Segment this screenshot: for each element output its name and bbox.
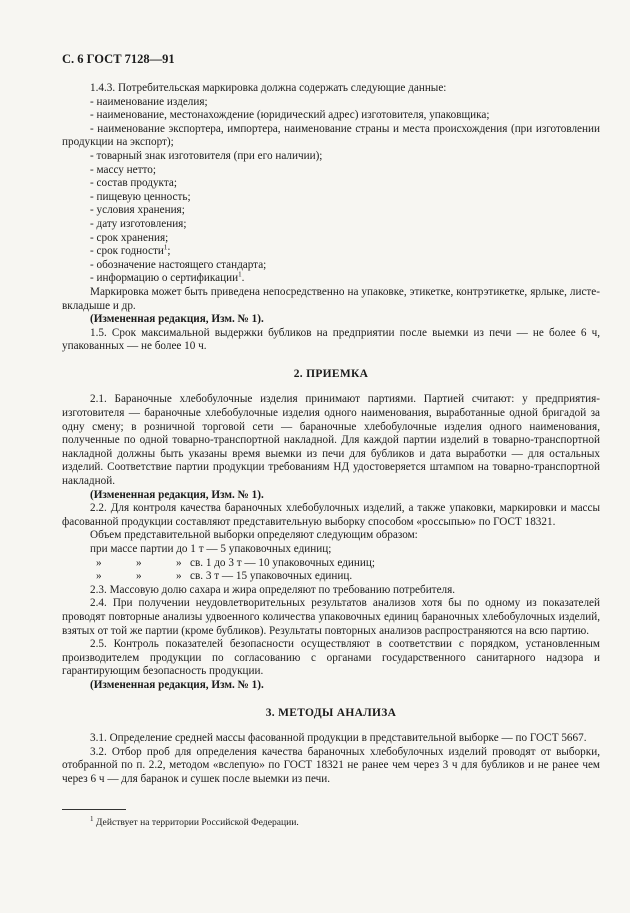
footnote-divider xyxy=(62,809,126,810)
footnote-ref: 1 xyxy=(163,243,168,252)
section-2-title: 2. ПРИЕМКА xyxy=(293,367,369,380)
clause-2-3: 2.3. Массовую долю сахара и жира определяют по требованию потребителя. xyxy=(90,583,456,596)
rule-text: св. 3 т — 15 упаковочных единиц. xyxy=(190,570,353,583)
list-item: - обозначение настоящего стандарта; xyxy=(90,258,267,271)
section-3-title: 3. МЕТОДЫ АНАЛИЗА xyxy=(265,706,397,719)
document-body xyxy=(62,82,600,787)
clause-3-2: 3.2. Отбор проб для определения качества бараночных хлебобулочных изделий проводят от выборки, отобранной по п. 2.2, методом «вслепую» по ГОСТ 18321 не ранее чем через 3 ч для бубликов и не ранее чем через 6 ч — для баранок и сушек после выемки из печи. xyxy=(62,745,600,785)
clause-2-5: 2.5. Контроль показателей безопасности осуществляют в соответствии с порядком, установленным производителем продукции по согласованию с органами государственного санитарного надзора и гарантирующим безопасность продукции. xyxy=(62,638,600,678)
ditto-mark: » xyxy=(136,556,142,569)
revision-note: (Измененная редакция, Изм. № 1). xyxy=(90,678,264,691)
revision-note: (Измененная редакция, Изм. № 1). xyxy=(90,313,264,326)
footnote-text: Действует на территории Российской Федерации. xyxy=(93,817,299,828)
footnote-mark: 1 xyxy=(90,814,94,823)
footnote xyxy=(90,814,299,828)
sample-rule-1: при массе партии до 1 т — 5 упаковочных единиц; xyxy=(90,543,332,555)
page-header: С. 6 ГОСТ 7128—91 xyxy=(62,52,175,66)
list-item-text: - срок годности xyxy=(90,245,164,258)
ditto-mark: » xyxy=(176,570,182,583)
sample-rule-3 xyxy=(62,570,600,584)
list-item: - наименование изделия; xyxy=(90,95,208,108)
punctuation: ; xyxy=(167,245,171,258)
list-item: - пищевую ценность; xyxy=(90,190,191,203)
ditto-mark: » xyxy=(96,570,102,583)
list-item-text: - информацию о сертификации xyxy=(90,272,239,285)
ditto-mark: » xyxy=(136,570,142,583)
rule-text: св. 1 до 3 т — 10 упаковочных единиц; xyxy=(190,556,375,569)
revision-note: (Измененная редакция, Изм. № 1). xyxy=(90,488,264,501)
list-item: - дату изготовления; xyxy=(90,217,187,230)
ditto-mark: » xyxy=(96,556,102,569)
list-item: - массу нетто; xyxy=(90,163,156,176)
sample-rule-2 xyxy=(62,557,600,571)
list-item: - срок хранения; xyxy=(90,231,169,244)
clause-1-4-3-intro: 1.4.3. Потребительская маркировка должна содержать следующие данные: xyxy=(90,82,447,94)
list-item: - наименование экспортера, импортера, наименование страны и места происхождения (при изготовлении продукции на экспорт); xyxy=(62,122,600,149)
list-item xyxy=(62,245,600,259)
list-item: - товарный знак изготовителя (при его наличии); xyxy=(90,149,323,162)
list-item xyxy=(62,272,600,286)
clause-1-5: 1.5. Срок максимальной выдержки бубликов на предприятии после выемки из печи — не более 6 ч, упакованных — не более 10 ч. xyxy=(62,326,600,353)
list-item: - наименование, местонахождение (юридический адрес) изготовителя, упаковщика; xyxy=(90,109,490,122)
marking-paragraph: Маркировка может быть приведена непосредственно на упаковке, этикетке, контрэтикетке, ярлыке, листе-вкладыше и др. xyxy=(62,285,600,312)
list-item: - условия хранения; xyxy=(90,204,185,217)
punctuation: . xyxy=(241,272,245,285)
list-item: - состав продукта; xyxy=(90,177,177,190)
clause-3-1: 3.1. Определение средней массы фасованной продукции в представительной выборке — по ГОСТ 5667. xyxy=(90,732,587,745)
clause-2-4: 2.4. При получении неудовлетворительных результатов анализов хотя бы по одному из показателей проводят повторные анализы удвоенного количества упаковочных единиц бараночных хлебобулочных изделий, взятых от той же партии (кроме бубликов). Результаты повторных анализов распространяются на всю партию. xyxy=(62,597,600,637)
footnote-ref: 1 xyxy=(238,270,242,279)
clause-2-1: 2.1. Бараночные хлебобулочные изделия принимают партиями. Партией считают: у предприятия-изготовителя — бараночные хлебобулочные изделия одного наименования, выработанные одной бригадой за одну смену; в розничной торговой сети — бараночные хлебобулочные изделия одного наименования, полученные по одной товарно-транспортной накладной. Для каждой партии изделий в товарно-транспортной накладной должны быть указаны время выемки из печи для бубликов и дата выработки — для остальных изделий. Соответствие партии продукции требованиям НД удостоверяется штампом на товарно-транспортной накладной. xyxy=(62,393,600,488)
ditto-mark: » xyxy=(176,556,182,569)
sample-intro: Объем представительной выборки определяют следующим образом: xyxy=(90,529,418,542)
clause-2-2: 2.2. Для контроля качества бараночных хлебобулочных изделий, а также упаковки, маркировки и массы фасованной продукции составляют представительную выборку способом «россыпью» по ГОСТ 18321. xyxy=(62,502,600,528)
